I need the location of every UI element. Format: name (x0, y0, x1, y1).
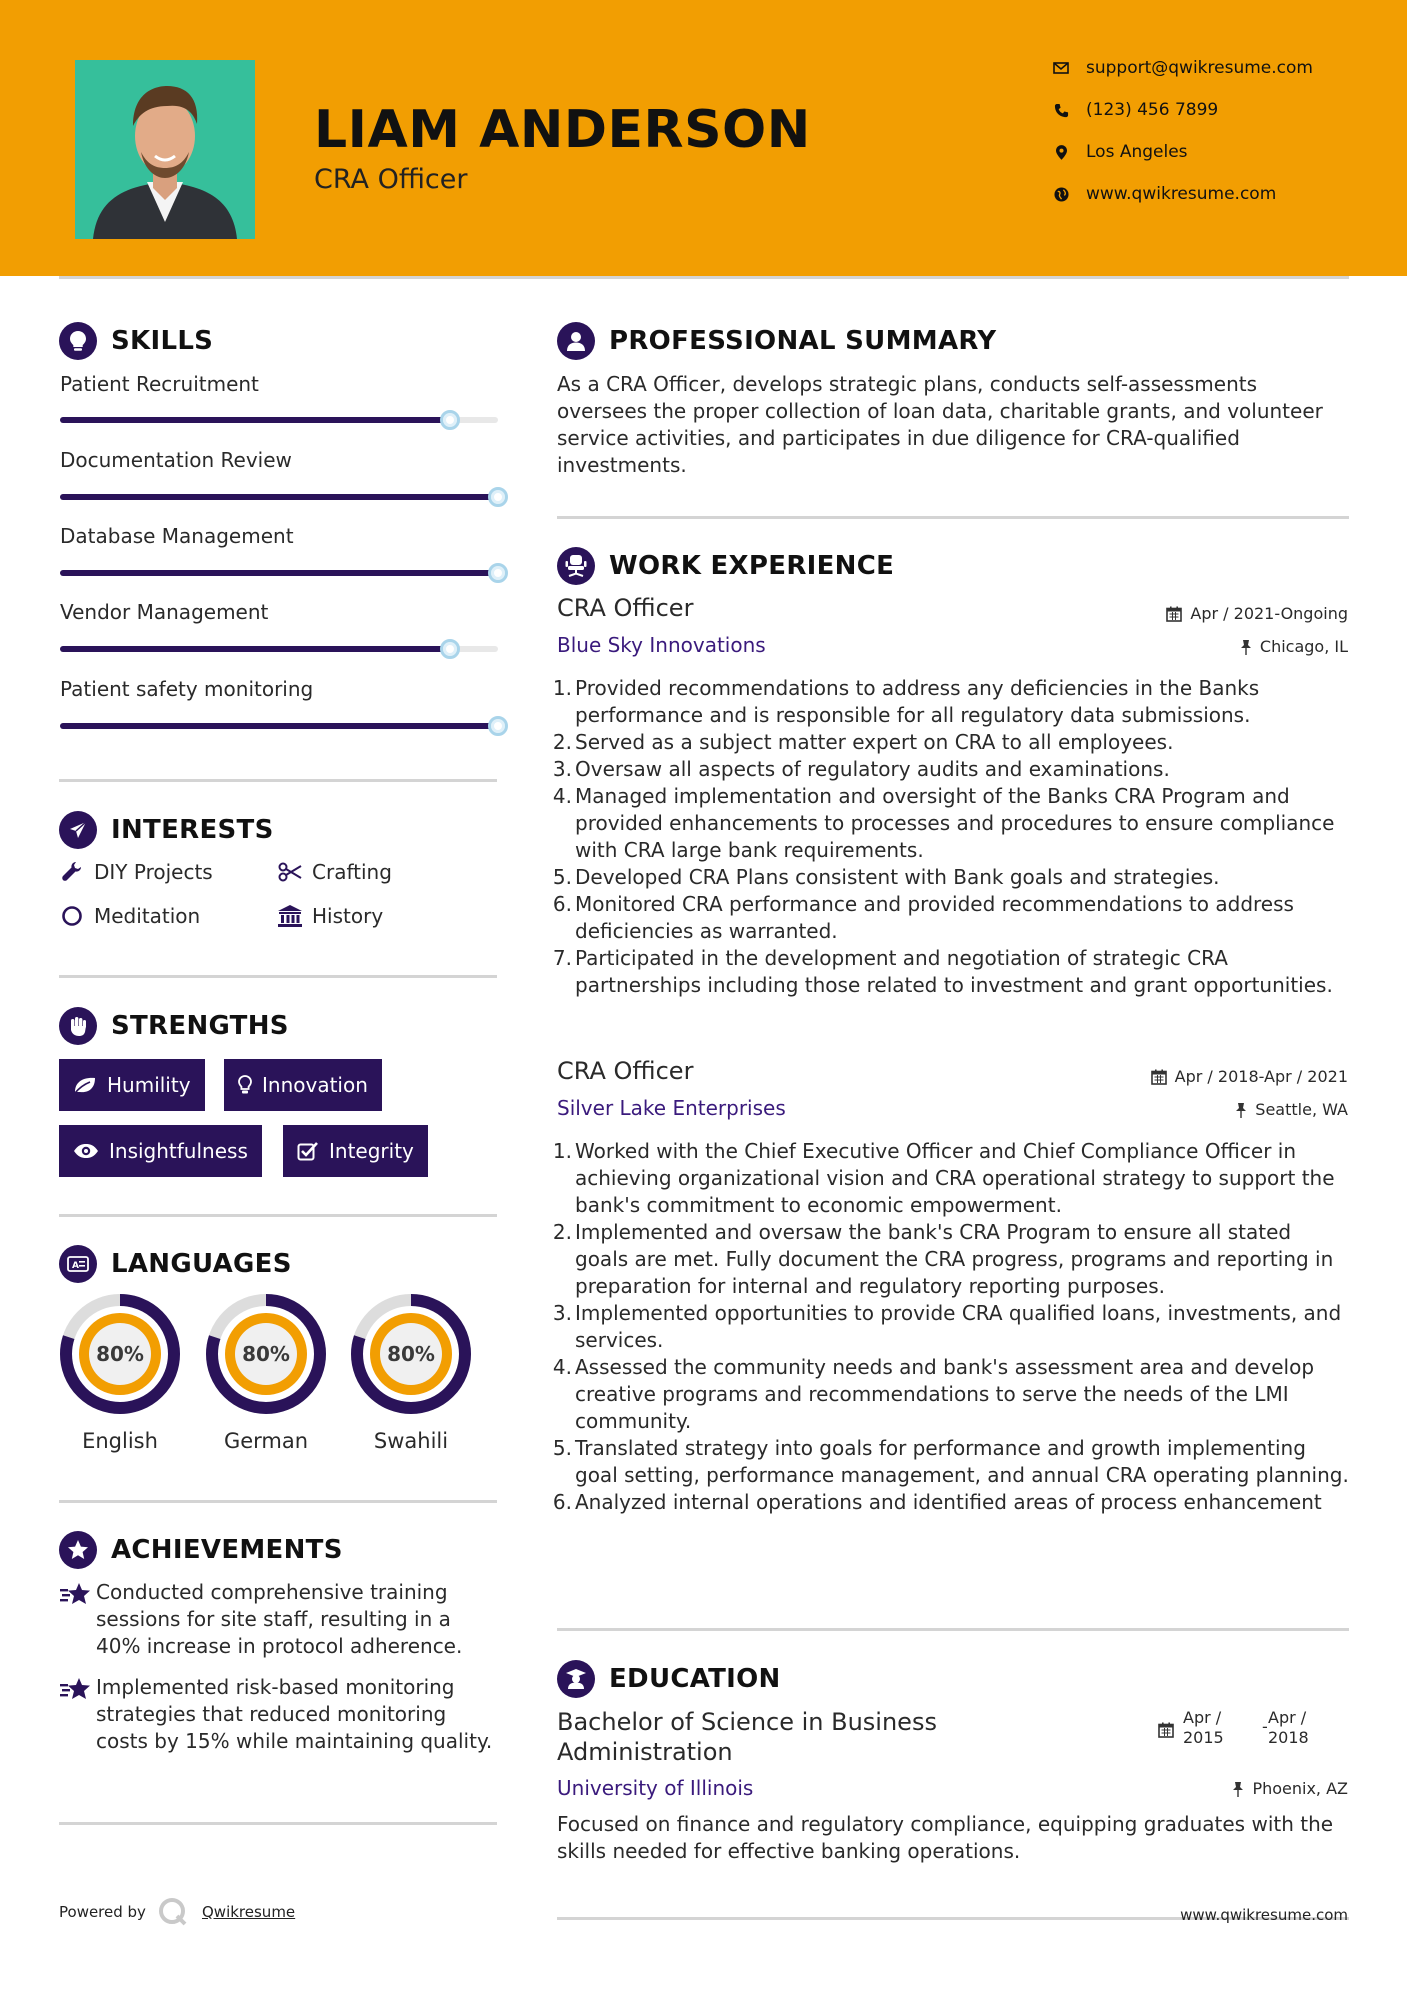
interest-item: Crafting (277, 860, 392, 884)
experience-heading: WORK EXPERIENCE (557, 547, 894, 585)
calendar-icon (1151, 1069, 1167, 1085)
list-item: 3. Oversaw all aspects of regulatory audits and examinations. (552, 757, 1170, 781)
language-item (59, 1293, 181, 1453)
job-bullets (550, 675, 1350, 999)
header-banner (0, 0, 1407, 276)
strength-tag: Innovation (224, 1059, 382, 1111)
education-start-date: Apr / 2015 (1183, 1708, 1224, 1747)
pushpin-icon (1235, 1102, 1247, 1118)
section-divider (59, 1822, 497, 1825)
language-gauge (350, 1293, 472, 1415)
contact-phone[interactable] (1050, 100, 1218, 120)
footer-website[interactable]: www.qwikresume.com (1180, 1906, 1348, 1924)
achievement-item: Implemented risk-based monitoring strategies that reduced monitoring costs by 15% while maintaining quality. (60, 1674, 500, 1755)
checkbox-icon (297, 1141, 319, 1161)
skill-bar-knob (440, 410, 460, 430)
qwikresume-logo-icon (157, 1896, 189, 1932)
job-date: Apr / 2018-Apr / 2021 (1151, 1067, 1348, 1086)
section-divider (59, 1500, 497, 1503)
contact-location (1050, 142, 1188, 162)
languages-heading: A LANGUAGES (59, 1245, 292, 1283)
scissors-icon (277, 862, 303, 882)
calendar-icon (1166, 606, 1182, 622)
globe-icon (1050, 184, 1072, 204)
language-item (205, 1293, 327, 1453)
job-bullets (550, 1138, 1350, 1516)
contact-website-text: www.qwikresume.com (1086, 184, 1277, 204)
language-name: English (82, 1429, 158, 1453)
strength-tag: Insightfulness (59, 1125, 262, 1177)
achievement-item: Conducted comprehensive training sessions for site staff, resulting in a 40% increase in protocol adherence. (60, 1579, 500, 1660)
section-divider (557, 516, 1349, 519)
skill-bar-knob (488, 563, 508, 583)
achievements-heading: ACHIEVEMENTS (59, 1531, 343, 1569)
section-divider (59, 1214, 497, 1217)
language-name: Swahili (373, 1429, 449, 1453)
job-location: Seattle, WA (1235, 1100, 1348, 1119)
strength-tag: Integrity (283, 1125, 428, 1177)
raised-fist-icon (59, 1007, 97, 1045)
skill-bar-knob (488, 716, 508, 736)
job-company: Silver Lake Enterprises (557, 1096, 786, 1120)
job-title: CRA Officer (557, 1057, 694, 1085)
degree-line-2: Administration (557, 1738, 733, 1766)
contact-website[interactable] (1050, 184, 1276, 204)
list-item: 5. Translated strategy into goals for performance and growth implementing goal setting, performance management, and annual CRA operating planning. (552, 1436, 1349, 1487)
section-divider (557, 1628, 1349, 1631)
summary-text: As a CRA Officer, develops strategic plans, conducts self-assessments oversees the proper collection of loan data, charitable grants, and volunteer service activities, and participates in due diligence for CRA-qualified investments. (557, 372, 1323, 477)
powered-by-label: Powered by (59, 1903, 146, 1921)
profile-photo (75, 60, 255, 239)
list-item: 7. Participated in the development and negotiation of strategic CRA partnerships including those related to investment and grant opportunities. (552, 946, 1333, 997)
skill-bar-fill (60, 723, 498, 729)
list-item: 2. Implemented and oversaw the bank's CRA Program to ensure all stated goals are met. Fully document the CRA progress, programs and reporting in preparation for internal and regulatory reporting purposes. (552, 1220, 1334, 1298)
map-pin-icon (1050, 142, 1072, 162)
svg-text:80%: 80% (96, 1342, 144, 1366)
museum-icon (277, 904, 303, 928)
skill-bar (60, 570, 498, 576)
phone-icon (1050, 100, 1072, 120)
user-icon (557, 322, 595, 360)
star-icon (60, 1674, 96, 1755)
skill-bar-fill (60, 646, 450, 652)
strength-tag: Humility (59, 1059, 205, 1111)
language-item (350, 1293, 472, 1453)
skill-bar-fill (60, 494, 498, 500)
paper-plane-icon (59, 811, 97, 849)
language-card-icon (59, 1245, 97, 1283)
skill-bar-fill (60, 417, 450, 423)
list-item: 4. Assessed the community needs and bank's assessment area and develop creative programs and recommendations to serve the needs of the LMI community. (552, 1355, 1315, 1433)
job-company: Blue Sky Innovations (557, 633, 766, 657)
svg-text:A: A (72, 1261, 79, 1271)
section-divider (59, 779, 497, 782)
lightbulb-icon (238, 1075, 252, 1095)
education-location: Phoenix, AZ (1232, 1779, 1348, 1798)
degree-line-1: Bachelor of Science in Business (557, 1708, 937, 1736)
school-name: University of Illinois (557, 1776, 754, 1800)
pushpin-icon (1240, 639, 1252, 655)
list-item: 3. Implemented opportunities to provide CRA qualified loans, investments, and services. (552, 1301, 1342, 1352)
language-name: German (223, 1429, 309, 1453)
skill-label: Database Management (60, 524, 294, 548)
interest-item: History (277, 904, 383, 928)
skill-label: Vendor Management (60, 600, 269, 624)
interests-heading: INTERESTS (59, 811, 274, 849)
skill-bar (60, 646, 498, 652)
lightbulb-icon (59, 322, 97, 360)
language-gauge (205, 1293, 327, 1415)
education-date-separator: - (1262, 1717, 1268, 1736)
star-badge-icon (59, 1531, 97, 1569)
skill-bar-knob (488, 487, 508, 507)
job-date: Apr / 2021-Ongoing (1166, 604, 1348, 623)
list-item: 1. Provided recommendations to address any deficiencies in the Banks performance and is responsible for all regulatory data submissions. (552, 676, 1260, 727)
contact-email-text: support@qwikresume.com (1086, 58, 1313, 78)
interest-item: Meditation (59, 904, 200, 928)
list-item: 5. Developed CRA Plans consistent with Bank goals and strategies. (552, 865, 1220, 889)
job-location: Chicago, IL (1240, 637, 1348, 656)
calendar-icon (1158, 1722, 1174, 1742)
skill-label: Documentation Review (60, 448, 292, 472)
list-item: 6. Monitored CRA performance and provided recommendations to address deficiencies as warranted. (552, 892, 1294, 943)
skill-bar (60, 417, 498, 423)
skill-label: Patient safety monitoring (60, 677, 314, 701)
section-divider (59, 975, 497, 978)
contact-email[interactable] (1050, 58, 1313, 78)
contact-phone-text: (123) 456 7899 (1086, 100, 1219, 120)
skill-bar-knob (440, 639, 460, 659)
leaf-icon (73, 1076, 97, 1094)
list-item: 1. Worked with the Chief Executive Officer and Chief Compliance Officer in achieving organizational vision and CRA operational strategy to support the bank's commitment to economic empowerment. (552, 1139, 1335, 1217)
interest-item: DIY Projects (59, 860, 213, 884)
strengths-heading: STRENGTHS (59, 1007, 289, 1045)
pushpin-icon (1232, 1781, 1244, 1797)
language-gauge (59, 1293, 181, 1415)
summary-heading: PROFESSIONAL SUMMARY (557, 322, 996, 360)
education-end-date: Apr / 2018 (1268, 1708, 1309, 1747)
skill-label: Patient Recruitment (60, 372, 259, 396)
skill-bar-fill (60, 570, 498, 576)
star-icon (60, 1579, 96, 1660)
svg-text:80%: 80% (387, 1342, 435, 1366)
wrench-icon (59, 861, 85, 883)
graduate-icon (557, 1660, 595, 1698)
envelope-icon (1050, 58, 1072, 78)
list-item: 6. Analyzed internal operations and identified areas of process enhancement (552, 1490, 1322, 1514)
list-item: 4. Managed implementation and oversight of the Banks CRA Program and provided enhancements to processes and procedures to ensure compliance with CRA large bank requirements. (552, 784, 1335, 862)
candidate-name: LIAM ANDERSON (314, 100, 811, 160)
contact-location-text: Los Angeles (1086, 142, 1188, 162)
header-divider (59, 276, 1349, 279)
skills-heading: SKILLS (59, 322, 213, 360)
list-item: 2. Served as a subject matter expert on CRA to all employees. (552, 730, 1174, 754)
candidate-title: CRA Officer (314, 164, 468, 195)
svg-text:80%: 80% (242, 1342, 290, 1366)
eye-icon (73, 1143, 99, 1159)
education-description: Focused on finance and regulatory compliance, equipping graduates with the skills needed for effective banking operations. (557, 1812, 1334, 1863)
job-title: CRA Officer (557, 594, 694, 622)
skill-bar (60, 494, 498, 500)
circle-icon (59, 905, 85, 927)
education-heading: EDUCATION (557, 1660, 781, 1698)
skill-bar (60, 723, 498, 729)
qwikresume-link[interactable]: Qwikresume (202, 1903, 296, 1921)
office-chair-icon (557, 547, 595, 585)
